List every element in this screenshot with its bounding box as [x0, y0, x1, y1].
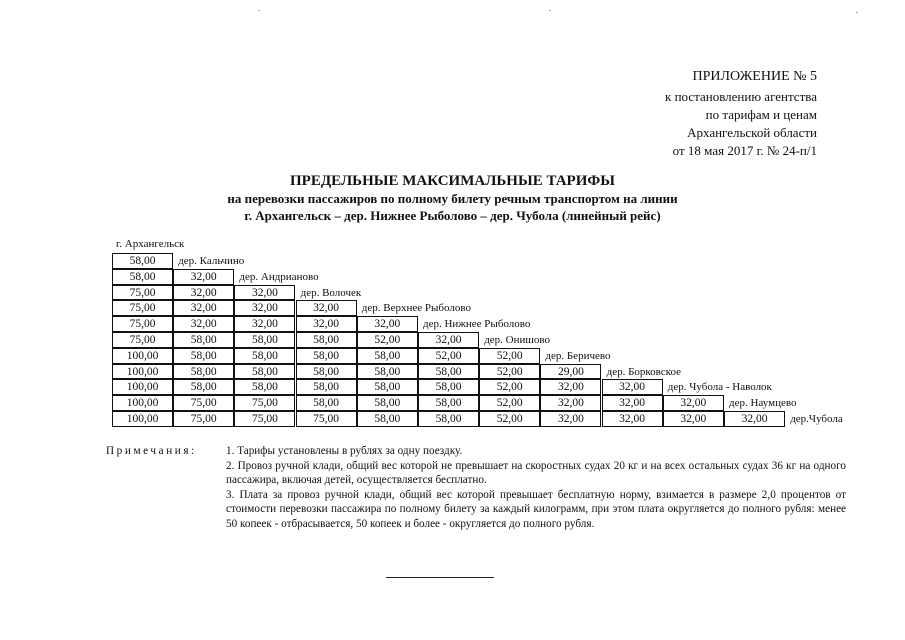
tariff-cell: 32,00	[234, 285, 295, 301]
scan-speck	[549, 10, 551, 11]
tariff-cell: 32,00	[602, 395, 663, 411]
tariff-cell: 29,00	[540, 364, 601, 380]
document-subtitle: на перевозки пассажиров по полному билету речным транспортом на линии	[227, 191, 678, 206]
tariff-cell: 58,00	[112, 253, 173, 269]
appendix-number: ПРИЛОЖЕНИЕ № 5	[692, 69, 817, 84]
tariff-cell: 58,00	[296, 364, 357, 380]
tariff-cell: 58,00	[357, 411, 418, 427]
tariff-cell: 58,00	[418, 395, 479, 411]
footer-divider	[386, 577, 494, 578]
tariff-cell: 32,00	[173, 285, 234, 301]
stop-name: дер. Волочек	[300, 286, 362, 299]
tariff-cell: 32,00	[173, 316, 234, 332]
tariff-cell: 58,00	[296, 332, 357, 348]
tariff-cell: 52,00	[479, 364, 540, 380]
stop-name: дер. Беричево	[545, 349, 611, 362]
tariff-cell: 75,00	[112, 300, 173, 316]
tariff-cell: 58,00	[296, 379, 357, 395]
document-title: ПРЕДЕЛЬНЫЕ МАКСИМАЛЬНЫЕ ТАРИФЫ	[290, 173, 615, 189]
tariff-cell: 75,00	[173, 411, 234, 427]
tariff-cell: 58,00	[357, 364, 418, 380]
tariff-cell: 32,00	[234, 316, 295, 332]
stop-name: дер. Нижнее Рыболово	[423, 318, 531, 331]
tariff-cell: 58,00	[418, 379, 479, 395]
appendix-date: от 18 мая 2017 г. № 24-п/1	[672, 143, 817, 158]
tariff-cell: 52,00	[357, 332, 418, 348]
note-item: 3. Плата за провоз ручной клади, общий вес которой превышает бесплатную норму, взимается в размере 2,0 процентов от стоимости перевозки пассажира по полному билету за каждый килограмм, при этом плата округляется до полного рубля: менее 50 копеек - отбрасывается, 50 копеек и более - округляется до полного рубля.	[226, 488, 846, 530]
tariff-cell: 32,00	[663, 411, 724, 427]
tariff-cell: 100,00	[112, 379, 173, 395]
appendix-header	[665, 68, 817, 160]
tariff-cell: 58,00	[234, 348, 295, 364]
document-subtitle-route: г. Архангельск – дер. Нижнее Рыболово – дер. Чубола (линейный рейс)	[244, 208, 661, 223]
tariff-cell: 52,00	[479, 395, 540, 411]
tariff-cell: 32,00	[296, 300, 357, 316]
tariff-cell: 100,00	[112, 411, 173, 427]
notes-label: Примечания:	[106, 445, 197, 457]
tariff-cell: 75,00	[112, 332, 173, 348]
note-item: 2. Провоз ручной клади, общий вес которой не превышает на скоростных судах 20 кг и на всех остальных судах 36 кг на одного пассажира, включая детей, осуществляется бесплатно.	[226, 459, 846, 487]
stop-name: дер. Андрианово	[239, 270, 319, 283]
tariff-cell: 52,00	[479, 348, 540, 364]
tariff-cell: 32,00	[663, 395, 724, 411]
tariff-cell: 32,00	[418, 332, 479, 348]
tariff-cell: 58,00	[173, 348, 234, 364]
tariff-cell: 58,00	[112, 269, 173, 285]
tariff-cell: 32,00	[540, 411, 601, 427]
appendix-line: Архангельской области	[687, 125, 817, 140]
tariff-cell: 58,00	[234, 332, 295, 348]
tariff-cell: 58,00	[357, 348, 418, 364]
tariff-cell: 32,00	[540, 379, 601, 395]
tariff-cell: 32,00	[296, 316, 357, 332]
tariff-cell: 58,00	[418, 411, 479, 427]
tariff-cell: 32,00	[724, 411, 785, 427]
tariff-cell: 58,00	[173, 364, 234, 380]
stop-name: дер. Кальчино	[178, 255, 245, 267]
tariff-cell: 32,00	[540, 395, 601, 411]
tariff-cell: 75,00	[234, 395, 295, 411]
tariff-cell: 58,00	[234, 364, 295, 380]
scan-speck	[856, 12, 858, 13]
tariff-cell: 75,00	[112, 285, 173, 301]
tariff-cell: 75,00	[173, 395, 234, 411]
tariff-cell: 75,00	[112, 316, 173, 332]
tariff-cell: 32,00	[173, 269, 234, 285]
tariff-cell: 32,00	[602, 411, 663, 427]
tariff-cell: 58,00	[418, 364, 479, 380]
tariff-cell: 58,00	[173, 379, 234, 395]
tariff-cell: 52,00	[418, 348, 479, 364]
notes-body	[226, 444, 846, 532]
stop-name: дер.Чубола	[790, 412, 843, 425]
tariff-cell: 58,00	[357, 379, 418, 395]
tariff-cell: 52,00	[479, 379, 540, 395]
tariff-cell: 100,00	[112, 395, 173, 411]
stop-name: дер. Онишово	[484, 333, 550, 346]
tariff-cell: 100,00	[112, 348, 173, 364]
note-item: 1. Тарифы установлены в рублях за одну поездку.	[226, 445, 463, 457]
tariff-cell: 75,00	[234, 411, 295, 427]
tariff-cell: 32,00	[602, 379, 663, 395]
tariff-cell: 58,00	[173, 332, 234, 348]
stop-name: дер. Наумцево	[729, 397, 797, 410]
tariff-cell: 32,00	[357, 316, 418, 332]
origin-stop: г. Архангельск	[116, 238, 185, 250]
appendix-line: к постановлению агентства	[665, 89, 817, 104]
tariff-cell: 58,00	[296, 348, 357, 364]
stop-name: дер. Борковское	[606, 365, 681, 378]
stop-name: дер. Чубола - Наволок	[667, 381, 772, 394]
tariff-cell: 100,00	[112, 364, 173, 380]
tariff-cell: 75,00	[296, 411, 357, 427]
document-heading	[0, 172, 905, 224]
appendix-line: по тарифам и ценам	[705, 107, 817, 122]
tariff-cell: 58,00	[296, 395, 357, 411]
tariff-cell: 58,00	[357, 395, 418, 411]
tariff-cell: 58,00	[234, 379, 295, 395]
scan-speck	[258, 10, 260, 11]
tariff-cell: 32,00	[234, 300, 295, 316]
stop-name: дер. Верхнее Рыболово	[361, 302, 471, 315]
tariff-cell: 52,00	[479, 411, 540, 427]
tariff-cell: 32,00	[173, 300, 234, 316]
